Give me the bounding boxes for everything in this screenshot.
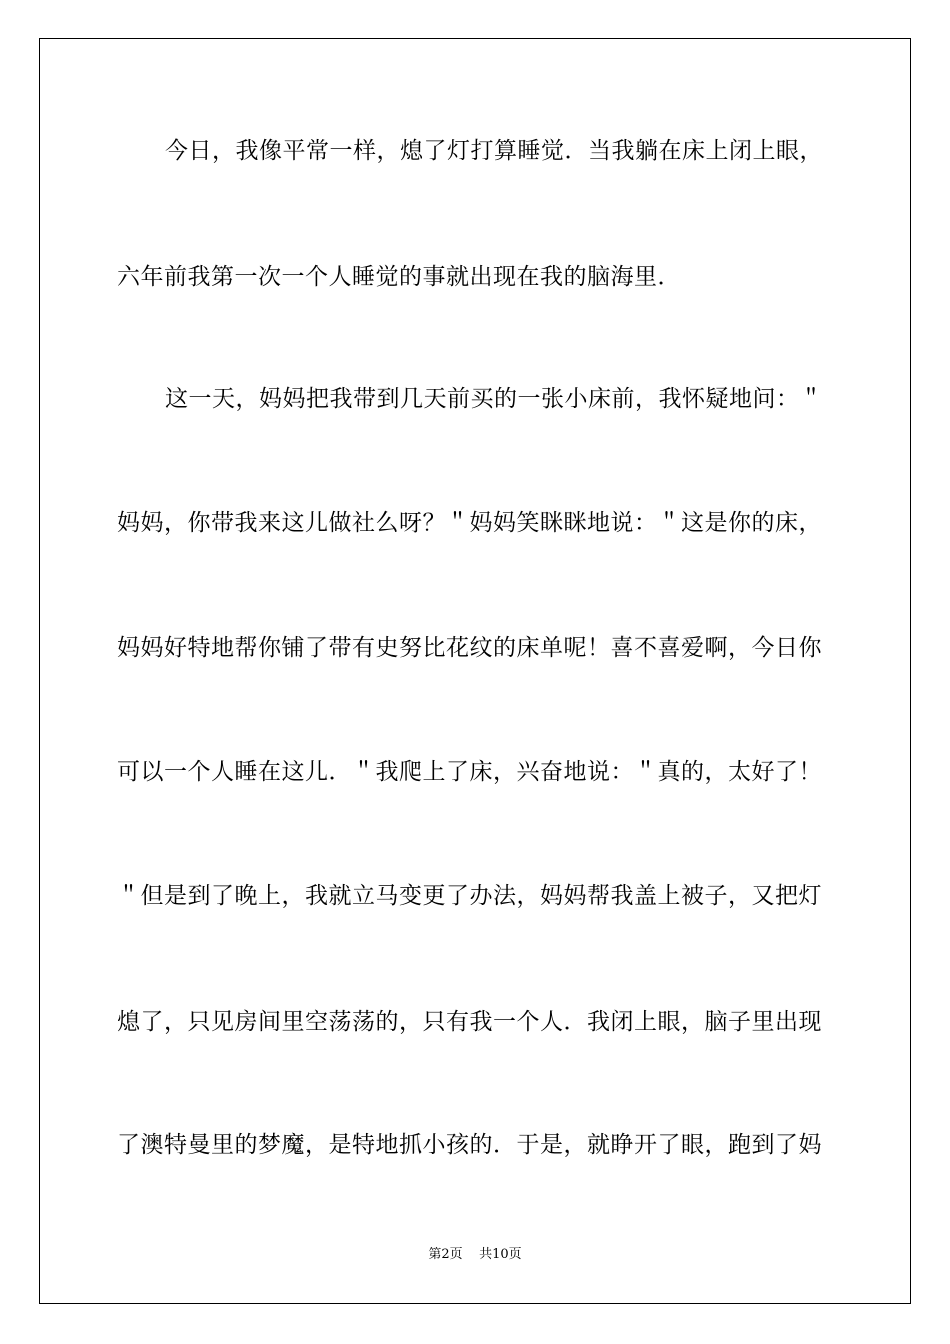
page-footer	[0, 1247, 950, 1263]
page-border	[39, 38, 911, 1304]
page-total: 共10页	[479, 1247, 522, 1262]
text-line-5: 妈妈好特地帮你铺了带有史努比花纹的床单呢！喜不喜爱啊，今日你	[117, 635, 822, 661]
text-line-4: 妈妈，你带我来这儿做社么呀？＂妈妈笑眯眯地说：＂这是你的床，	[117, 510, 822, 536]
text-line-2: 六年前我第一次一个人睡觉的事就出现在我的脑海里．	[117, 264, 681, 290]
text-line-3: 这一天，妈妈把我带到几天前买的一张小床前，我怀疑地问：＂	[165, 386, 823, 412]
text-line-1: 今日，我像平常一样，熄了灯打算睡觉．当我躺在床上闭上眼，	[165, 138, 823, 164]
page-number: 第2页	[428, 1247, 463, 1262]
text-line-8: 熄了，只见房间里空荡荡的，只有我一个人．我闭上眼，脑子里出现	[117, 1009, 822, 1035]
text-line-9: 了澳特曼里的梦魔，是特地抓小孩的．于是，就睁开了眼，跑到了妈	[117, 1132, 822, 1158]
text-line-7: ＂但是到了晚上，我就立马变更了办法，妈妈帮我盖上被子，又把灯	[117, 883, 822, 909]
text-line-6: 可以一个人睡在这儿．＂我爬上了床，兴奋地说：＂真的，太好了！	[117, 759, 822, 785]
